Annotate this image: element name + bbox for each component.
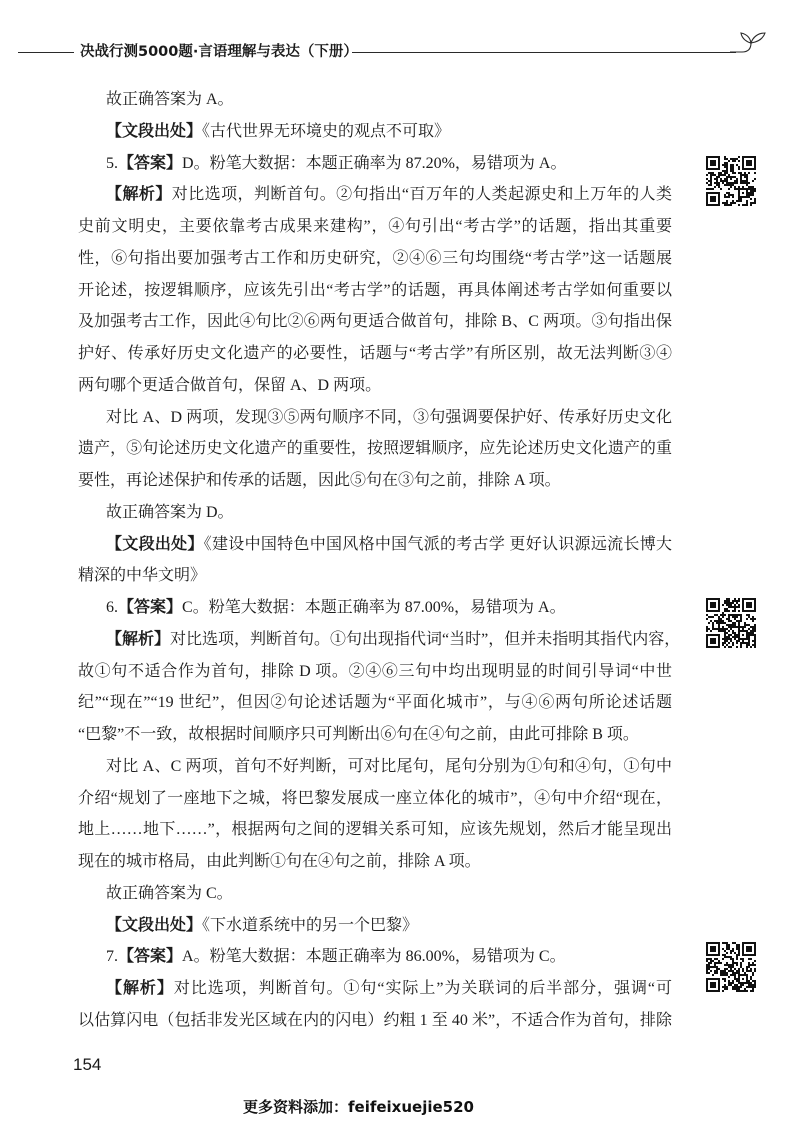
text-line: 开论述，按逻辑顺序，应该先引出“考古学”的话题，再具体阐述考古学如何重要以 [78, 281, 672, 299]
answer-label: 【答案】 [118, 948, 183, 966]
source-title: 《建设中国特色中国风格中国气派的考古学 更好认识源远流长博大 [203, 535, 672, 553]
header-rule-left [18, 52, 74, 53]
source-paragraph [78, 910, 672, 942]
analysis-label: 【解析】 [106, 980, 174, 997]
analysis-label: 【解析】 [106, 630, 171, 648]
text-line: 介绍“规划了一座地下之城，将巴黎发展成一座立体化的城市”，④句中介绍“现在， [78, 789, 672, 807]
text-line: 及加强考古工作，因此④句比②⑥两句更适合做首句，排除 B、C 两项。③句指出保 [78, 313, 672, 331]
answer-text: A。粉笔大数据：本题正确率为 86.00%，易错项为 C。 [182, 948, 566, 966]
source-title: 《下水道系统中的另一个巴黎》 [202, 916, 419, 934]
text-line [78, 624, 681, 656]
text-line: 史前文明史，主要依靠考古成果来建构”，④句引出“考古学”的话题，指出其重要 [78, 218, 672, 235]
text-line: 护好、传承好历史文化遗产的必要性，话题与“考古学”有所区别，故无法判断③④ [78, 345, 672, 362]
analysis-paragraph [78, 973, 672, 1037]
source-label: 【文段出处】 [106, 535, 204, 553]
text-line: 精深的中华文明》 [78, 567, 207, 585]
text-line: 故①句不适合作为首句，排除 D 项。②④⑥三句中均出现明显的时间引导词“中世 [78, 662, 672, 680]
qr-code-icon [706, 156, 756, 206]
footer-note: 更多资料添加：feifeixuejie520 [243, 1098, 474, 1116]
text-line [78, 529, 672, 561]
text-line: 纪”“现在”“19 世纪”，但因②句论述话题为“平面化城市”，与④⑥两句所论述话题 [78, 694, 672, 712]
text-line: 故正确答案为 A。 [106, 91, 234, 108]
page-body [78, 84, 681, 1037]
text-line: 性，⑥句指出要加强考古工作和历史研究，②④⑥三句均围绕“考古学”这一话题展 [78, 249, 672, 267]
page-number: 154 [73, 1055, 102, 1074]
answer-paragraph [78, 941, 672, 973]
question-number: 7. [106, 948, 118, 966]
text-line [78, 179, 672, 211]
text-line [78, 148, 672, 180]
answer-text: C。粉笔大数据：本题正确率为 87.00%，易错项为 A。 [182, 599, 566, 616]
answer-paragraph [78, 148, 672, 180]
question-number: 5. [106, 154, 118, 172]
qr-code-icon [706, 942, 756, 992]
answer-label: 【答案】 [118, 154, 183, 172]
answer-paragraph [78, 592, 672, 624]
text-line: 故正确答案为 D。 [106, 503, 234, 521]
comparison-paragraph [78, 751, 672, 878]
text-line: “巴黎”不一致，故根据时间顺序只可判断出⑥句在④句之前，由此可排除 B 项。 [78, 726, 639, 743]
text-line: 故正确答案为 C。 [106, 884, 233, 902]
text-line: 遗产，⑤句论述历史文化遗产的重要性，按照逻辑顺序，应先论述历史文化遗产的重 [78, 440, 672, 458]
text-line [78, 116, 672, 148]
text-line [78, 910, 672, 942]
sprout-icon [730, 28, 774, 58]
analysis-text: 对比选项，判断首句。②句指出“百万年的人类起源史和上万年的人类 [171, 186, 672, 204]
source-paragraph [78, 116, 672, 148]
qr-code-icon [706, 598, 756, 648]
header-title: 决战行测5000题·言语理解与表达（下册） [80, 44, 358, 60]
text-line: 要性，再论述保护和传承的话题，因此⑤句在③句之前，排除 A 项。 [78, 472, 561, 489]
source-paragraph [78, 529, 672, 593]
text-line [78, 941, 672, 973]
analysis-label: 【解析】 [106, 186, 172, 204]
text-line [78, 973, 672, 1005]
source-label: 【文段出处】 [106, 122, 203, 140]
conclusion-paragraph [78, 84, 672, 116]
text-line: 对比 A、D 两项，发现③⑤两句顺序不同，③句强调要保护好、传承好历史文化 [106, 408, 672, 426]
text-line: 现在的城市格局，由此判断①句在④句之前，排除 A 项。 [78, 853, 481, 870]
answer-text: D。粉笔大数据：本题正确率为 87.20%，易错项为 A。 [182, 154, 567, 172]
text-line: 两句哪个更适合做首句，保留 A、D 两项。 [78, 376, 382, 394]
text-line [78, 592, 672, 624]
analysis-text: 对比选项，判断首句。①句“实际上”为关联词的后半部分，强调“可 [173, 980, 672, 997]
analysis-paragraph [78, 179, 672, 401]
comparison-paragraph [78, 402, 672, 497]
text-line: 对比 A、C 两项，首句不好判断，可对比尾句，尾句分别为①句和④句，①句中 [106, 757, 672, 775]
question-number: 6. [106, 599, 118, 616]
source-title: 《古代世界无环境史的观点不可取》 [202, 122, 451, 140]
answer-label: 【答案】 [118, 599, 183, 616]
analysis-paragraph [78, 624, 681, 751]
text-line: 地上……地下……”，根据两句之间的逻辑关系可知，应该先规划，然后才能呈现出 [78, 821, 672, 839]
analysis-text: 对比选项，判断首句。①句出现指代词“当时”，但并未指明其指代内容， [170, 630, 681, 648]
text-line: 以估算闪电（包括非发光区域在内的闪电）约粗 1 至 40 米”，不适合作为首句，排除 [78, 1011, 672, 1029]
source-label: 【文段出处】 [106, 916, 203, 934]
conclusion-paragraph [78, 878, 672, 910]
header-rule-right [352, 52, 736, 53]
conclusion-paragraph [78, 497, 672, 529]
